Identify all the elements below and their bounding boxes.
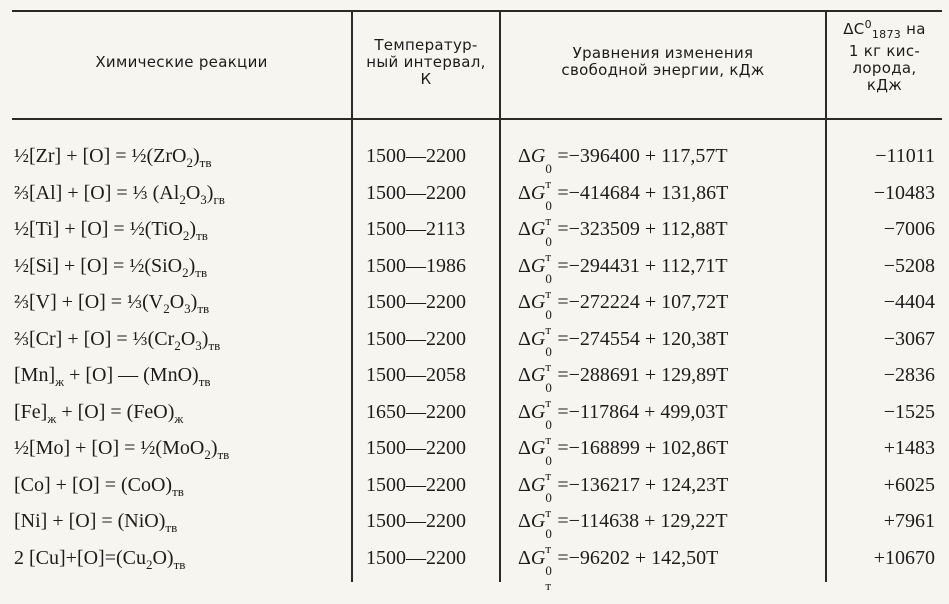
reaction-text: 2 [Cu]+[O]=(Cu: [14, 547, 146, 569]
table-row: [0, 175, 949, 212]
equation-rhs: =−117864 + 499,03T: [557, 401, 727, 423]
equation-rhs: =−288691 + 129,89T: [557, 364, 728, 386]
equation-cell: [518, 394, 728, 431]
equation-superscript: 0: [545, 334, 552, 371]
equation-cell: [518, 503, 728, 540]
reaction-subscript: 3: [184, 301, 191, 316]
equation-cell: [518, 540, 718, 577]
reaction-text: ): [193, 145, 200, 167]
header-delta-c: [827, 12, 942, 112]
equation-superscript: 0: [545, 407, 552, 444]
equation-rhs: =−274554 + 120,38T: [557, 328, 728, 350]
temperature-cell: 1500—2200: [366, 138, 466, 175]
equation-cell: [518, 211, 728, 248]
reaction-subscript: тв: [199, 374, 211, 389]
header-delta-c-line2: 1 кг кис-: [843, 43, 926, 60]
equation-cell: [518, 284, 728, 321]
header-delta-c-sub: 1873: [872, 28, 901, 41]
reaction-subscript: 2: [204, 447, 211, 462]
delta-c-value-cell: −4404: [884, 284, 935, 321]
equation-rhs: =−396400 + 117,57T: [557, 145, 727, 167]
reaction-text: ½[Si] + [O] = ½(SiO: [14, 255, 182, 277]
temperature-cell: 1500—1986: [366, 248, 466, 285]
equation-g: G: [531, 291, 545, 313]
equation-cell: [518, 467, 728, 504]
reaction-subscript: тв: [172, 484, 184, 499]
reaction-text: ): [211, 437, 218, 459]
reaction-text: ⅔[Al] + [O] = ⅓ (Al: [14, 182, 179, 204]
equation-cell: [518, 138, 728, 175]
equation-delta: Δ: [518, 401, 531, 423]
reaction-subscript: 3: [200, 192, 207, 207]
equation-rhs: =−96202 + 142,50T: [557, 547, 718, 569]
temperature-cell: 1650—2200: [366, 394, 466, 431]
delta-c-value-cell: −10483: [874, 175, 935, 212]
equation-delta: Δ: [518, 547, 531, 569]
equation-subscript: т: [545, 312, 551, 349]
reaction-subscript: 2: [183, 228, 190, 243]
equation-subscript: т: [545, 385, 551, 422]
reaction-subscript: ж: [174, 411, 183, 426]
equation-g: G: [531, 218, 545, 240]
equation-subscript: т: [545, 458, 551, 495]
header-delta-c-line4: кДж: [843, 77, 926, 94]
delta-c-value-cell: −7006: [884, 211, 935, 248]
equation-rhs: =−168899 + 102,86T: [557, 437, 728, 459]
reaction-subscript: 2: [174, 338, 181, 353]
equation-subscript: т: [545, 239, 551, 276]
equation-delta: Δ: [518, 145, 531, 167]
equation-delta: Δ: [518, 291, 531, 313]
equation-cell: [518, 248, 728, 285]
temperature-cell: 1500—2200: [366, 540, 466, 577]
reaction-subscript: тв: [200, 155, 212, 170]
reaction-cell: [14, 284, 209, 321]
temperature-cell: 1500—2200: [366, 284, 466, 321]
equation-subscript: т: [545, 422, 551, 459]
temperature-cell: 1500—2058: [366, 357, 466, 394]
equation-rhs: =−414684 + 131,86T: [557, 182, 728, 204]
reaction-text: O: [170, 291, 184, 313]
equation-g: G: [531, 437, 545, 459]
table-row: [0, 284, 949, 321]
temperature-cell: 1500—2200: [366, 467, 466, 504]
header-delta-c-sup: 0: [865, 18, 872, 31]
equation-delta: Δ: [518, 255, 531, 277]
equation-rhs: =−136217 + 124,23T: [557, 474, 728, 496]
header-temperature: [353, 12, 499, 112]
header-temperature-line1: Температур-: [366, 37, 486, 54]
equation-delta: Δ: [518, 328, 531, 350]
equation-subscript: т: [545, 531, 551, 568]
header-temperature-line3: К: [366, 71, 486, 88]
reaction-cell: [14, 467, 184, 504]
equation-superscript: 0: [545, 297, 552, 334]
reaction-subscript: тв: [165, 520, 177, 535]
delta-c-value-cell: +10670: [874, 540, 935, 577]
table-row: [0, 321, 949, 358]
equation-superscript: 0: [545, 261, 552, 298]
equation-superscript: 0: [545, 443, 552, 480]
table-row: [0, 138, 949, 175]
reaction-subscript: 2: [182, 265, 189, 280]
delta-c-value-cell: +7961: [884, 503, 935, 540]
header-delta-c-line3: лорода,: [843, 60, 926, 77]
equation-cell: [518, 321, 728, 358]
delta-c-value-cell: +1483: [884, 430, 935, 467]
equation-delta: Δ: [518, 218, 531, 240]
reaction-subscript: ж: [47, 411, 56, 426]
equation-g: G: [531, 255, 545, 277]
delta-c-value-cell: −5208: [884, 248, 935, 285]
reaction-text: ): [189, 255, 196, 277]
reaction-text: ½[Zr] + [O] = ½(ZrO: [14, 145, 187, 167]
reaction-cell: [14, 321, 220, 358]
equation-subscript: т: [545, 495, 551, 532]
equation-subscript: т: [545, 276, 551, 313]
reaction-subscript: ж: [55, 374, 64, 389]
temperature-cell: 1500—2200: [366, 503, 466, 540]
equation-superscript: 0: [545, 370, 552, 407]
reaction-cell: [14, 540, 185, 577]
reaction-text: ): [189, 218, 196, 240]
equation-cell: [518, 175, 728, 212]
table-row: [0, 211, 949, 248]
header-reactions: [12, 12, 351, 112]
equation-g: G: [531, 547, 545, 569]
equation-g: G: [531, 510, 545, 532]
reaction-subscript: тв: [217, 447, 229, 462]
reaction-text: ½[Ti] + [O] = ½(TiO: [14, 218, 183, 240]
temperature-cell: 1500—2200: [366, 321, 466, 358]
reaction-text: [Co] + [O] = (CoO): [14, 474, 172, 496]
reaction-text: O): [152, 547, 173, 569]
reaction-subscript: 2: [146, 557, 153, 572]
equation-superscript: 0: [545, 553, 552, 590]
equation-g: G: [531, 474, 545, 496]
reaction-text: + [O] — (MnO): [64, 364, 199, 386]
equation-rhs: =−323509 + 112,88T: [557, 218, 727, 240]
header-equation: [501, 12, 825, 112]
equation-g: G: [531, 328, 545, 350]
reaction-text: ): [191, 291, 198, 313]
equation-rhs: =−294431 + 112,71T: [557, 255, 727, 277]
header-reactions-label: Химические реакции: [95, 54, 267, 71]
equation-rhs: =−114638 + 129,22T: [557, 510, 727, 532]
equation-superscript: 0: [545, 151, 552, 188]
reaction-text: ): [202, 328, 209, 350]
reaction-text: + [O] = (FeO): [56, 401, 174, 423]
equation-superscript: 0: [545, 188, 552, 225]
equation-delta: Δ: [518, 474, 531, 496]
temperature-cell: 1500—2200: [366, 175, 466, 212]
header-delta-c-line1: [843, 16, 926, 43]
equation-g: G: [531, 364, 545, 386]
delta-c-value-cell: −11011: [875, 138, 935, 175]
reaction-text: ): [207, 182, 214, 204]
reaction-subscript: тв: [196, 228, 208, 243]
delta-c-value-cell: −2836: [884, 357, 935, 394]
table-row: [0, 503, 949, 540]
equation-delta: Δ: [518, 510, 531, 532]
reaction-text: ½[Mo] + [O] = ½(MoO: [14, 437, 204, 459]
delta-c-value-cell: +6025: [884, 467, 935, 504]
reaction-cell: [14, 503, 177, 540]
reaction-text: O: [186, 182, 200, 204]
equation-delta: Δ: [518, 182, 531, 204]
delta-c-value-cell: −3067: [884, 321, 935, 358]
reaction-cell: [14, 175, 225, 212]
reaction-subscript: 2: [187, 155, 194, 170]
header-delta-c-symbol: ΔC: [843, 20, 864, 38]
reaction-subscript: 2: [179, 192, 186, 207]
equation-superscript: 0: [545, 516, 552, 553]
equation-delta: Δ: [518, 364, 531, 386]
header-temperature-line2: ный интервал,: [366, 54, 486, 71]
reaction-text: [Fe]: [14, 401, 47, 423]
equation-subscript: т: [545, 166, 551, 203]
table-row: [0, 357, 949, 394]
reaction-subscript: 2: [163, 301, 170, 316]
reaction-subscript: тв: [174, 557, 186, 572]
temperature-cell: 1500—2200: [366, 430, 466, 467]
reaction-cell: [14, 138, 212, 175]
header-delta-c-na: на: [906, 20, 926, 38]
reaction-text: O: [181, 328, 195, 350]
equation-subscript: т: [545, 203, 551, 240]
reaction-cell: [14, 430, 229, 467]
table-header-rule: [12, 118, 942, 120]
table-row: [0, 430, 949, 467]
temperature-cell: 1500—2113: [366, 211, 465, 248]
equation-cell: [518, 430, 728, 467]
equation-g: G: [531, 145, 545, 167]
reaction-subscript: тв: [195, 265, 207, 280]
reaction-text: [Mn]: [14, 364, 55, 386]
equation-rhs: =−272224 + 107,72T: [557, 291, 728, 313]
equation-delta: Δ: [518, 437, 531, 459]
reaction-cell: [14, 357, 211, 394]
equation-superscript: 0: [545, 480, 552, 517]
reaction-cell: [14, 394, 183, 431]
reaction-subscript: 3: [195, 338, 202, 353]
header-equation-line1: Уравнения изменения: [561, 45, 764, 62]
header-equation-line2: свободной энергии, кДж: [561, 62, 764, 79]
reaction-text: ⅔[Cr] + [O] = ⅓(Cr: [14, 328, 174, 350]
table-row: [0, 394, 949, 431]
reaction-text: ⅔[V] + [O] = ⅓(V: [14, 291, 163, 313]
reaction-text: [Ni] + [O] = (NiO): [14, 510, 165, 532]
table-body: [0, 138, 949, 576]
reaction-cell: [14, 248, 207, 285]
table-row: [0, 467, 949, 504]
equation-superscript: 0: [545, 224, 552, 261]
equation-g: G: [531, 401, 545, 423]
equation-cell: [518, 357, 728, 394]
equation-subscript: т: [545, 349, 551, 386]
reaction-cell: [14, 211, 208, 248]
delta-c-value-cell: −1525: [884, 394, 935, 431]
equation-g: G: [531, 182, 545, 204]
equation-subscript: т: [545, 568, 551, 604]
table-row: [0, 248, 949, 285]
reaction-subscript: тв: [197, 301, 209, 316]
reaction-subscript: гв: [213, 192, 224, 207]
reaction-subscript: тв: [208, 338, 220, 353]
table-row: [0, 540, 949, 577]
